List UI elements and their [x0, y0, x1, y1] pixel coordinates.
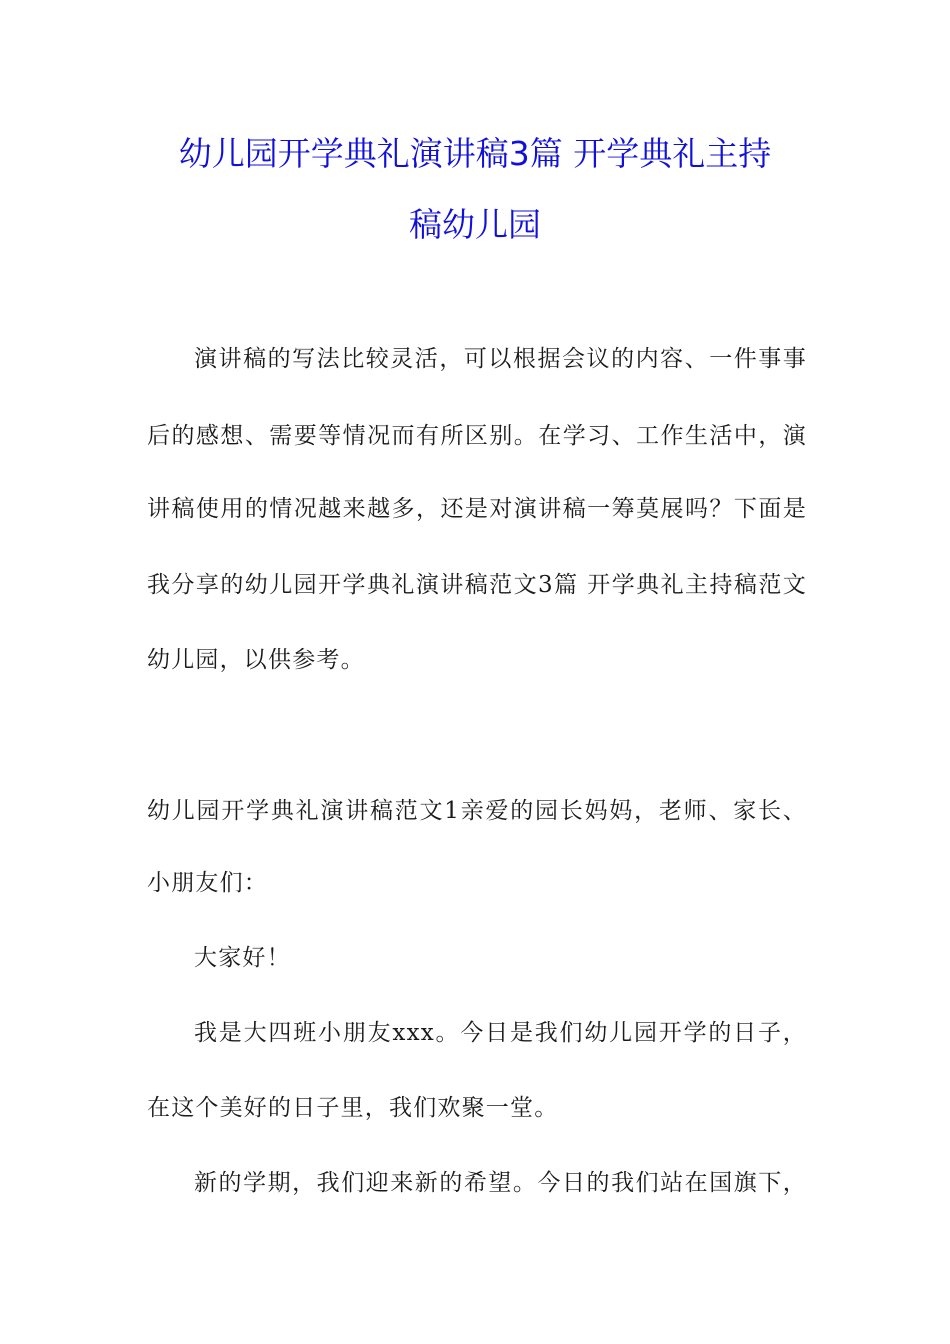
body-line-3: 新的学期，我们迎来新的希望。今日的我们站在国旗下，: [194, 1170, 807, 1196]
intro-line-2: 后的感想、需要等情况而有所区别。在学习、工作生活中，演: [147, 423, 807, 449]
intro-line-5: 幼儿园，以供参考。: [147, 647, 365, 673]
document-title-line-2: 稿幼儿园: [409, 205, 541, 244]
body-line-1: 我是大四班小朋友xxx。今日是我们幼儿园开学的日子，: [194, 1020, 807, 1046]
intro-line-1: 演讲稿的写法比较灵活，可以根据会议的内容、一件事事: [194, 346, 807, 372]
body-line-2: 在这个美好的日子里，我们欢聚一堂。: [147, 1095, 559, 1121]
salutation-line: 小朋友们：: [147, 870, 268, 896]
intro-line-4: 我分享的幼儿园开学典礼演讲稿范文3篇 开学典礼主持稿范文: [147, 572, 807, 598]
document-title-line-1: 幼儿园开学典礼演讲稿3篇 开学典礼主持: [178, 134, 772, 173]
section-1-heading-line: 幼儿园开学典礼演讲稿范文1亲爱的园长妈妈，老师、家长、: [147, 798, 807, 824]
greeting-line: 大家好！: [194, 945, 291, 971]
intro-line-3: 讲稿使用的情况越来越多，还是对演讲稿一筹莫展吗？下面是: [147, 496, 807, 522]
